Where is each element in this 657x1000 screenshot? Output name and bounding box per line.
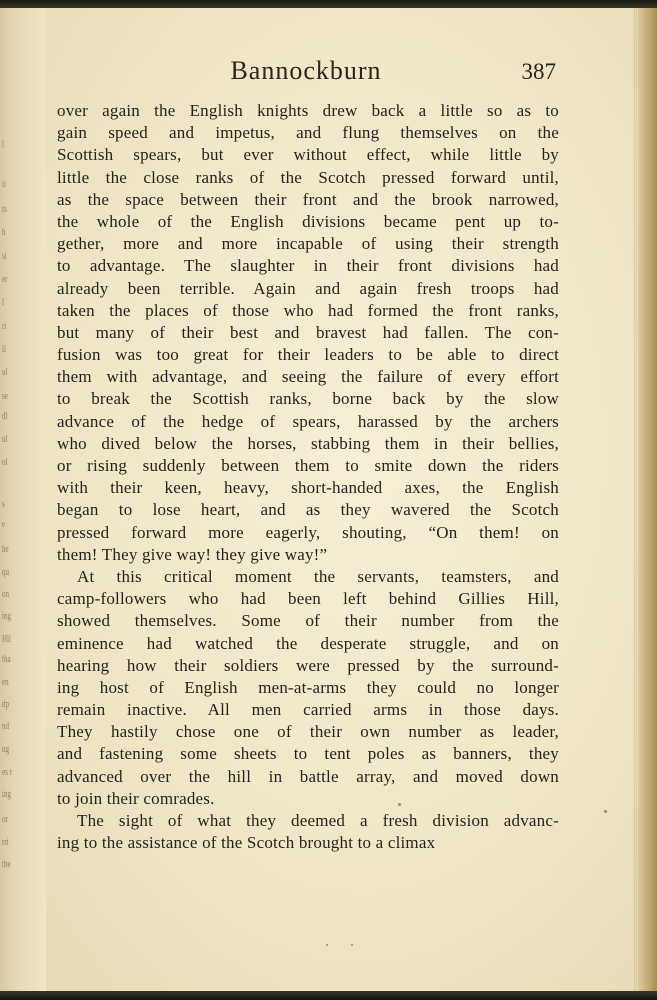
text-line: over again the English knights drew back a little so as to	[57, 101, 559, 120]
text-line: gether, more and more incapable of using their strength	[57, 234, 559, 254]
text-line: gain speed and impetus, and flung themselves on the	[57, 123, 559, 143]
facing-page-bleed-text: on	[2, 589, 9, 600]
text-line: hearing how their soldiers were pressed by the surround-	[57, 655, 559, 675]
facing-page-bleed-text: h	[2, 227, 6, 238]
facing-page-bleed-text: es r	[2, 767, 12, 778]
facing-page-bleed-text: ing	[2, 789, 11, 800]
facing-page-bleed-text: ts	[2, 204, 7, 215]
text-line: fusion was too great for their leaders to be able to direct	[57, 345, 559, 365]
facing-page-bleed-text: Hil	[2, 634, 11, 645]
facing-page-bleed-text: l	[2, 297, 4, 308]
text-line: ing host of English men-at-arms they could no longer	[57, 677, 559, 697]
book-spine-edge	[639, 0, 657, 1000]
text-line: them! They give way! they give way!”	[57, 544, 328, 564]
text-line: with their keen, heavy, short-handed axes, the English	[57, 478, 559, 498]
ink-speck	[351, 944, 353, 946]
page-header	[56, 56, 556, 88]
facing-page-bleed-text: he	[2, 544, 9, 555]
facing-page-bleed-text: l	[2, 139, 4, 150]
text-line: to advantage. The slaughter in their front divisions had	[57, 256, 559, 276]
text-line: eminence had watched the desperate struggle, and on	[57, 633, 559, 653]
facing-page-bleed-text: en	[2, 677, 9, 688]
text-line: who dived below the horses, stabbing them in their bellies,	[57, 433, 559, 453]
text-line: pressed forward more eagerly, shouting, “On them! on	[57, 522, 559, 542]
ink-speck	[326, 944, 328, 946]
facing-page-bleed-text: qu	[2, 567, 9, 578]
text-line: or rising suddenly between them to smite down the riders	[57, 456, 559, 475]
running-title: Bannockburn	[230, 56, 382, 85]
facing-page-bleed-text: dl	[2, 411, 8, 422]
ink-speck	[604, 810, 607, 813]
facing-page-bleed-text: ri	[2, 321, 7, 332]
text-line: to join their comrades.	[57, 788, 215, 808]
text-line: the whole of the English divisions became pent up to-	[57, 211, 559, 231]
text-line: already been terrible. Again and again fresh troops had	[57, 278, 559, 298]
facing-page-bleed-text: nd	[2, 721, 9, 732]
text-line: began to lose heart, and as they wavered the Scotch	[57, 500, 559, 520]
facing-page-bleed-text: ol	[2, 457, 8, 468]
text-line: showed themselves. Some of their number from the	[57, 611, 559, 631]
facing-page-bleed-text: the	[2, 859, 11, 870]
facing-page-bleed-text: s	[2, 499, 5, 510]
facing-page-bleed-text: il	[2, 344, 6, 355]
facing-page-bleed-text: dp	[2, 699, 9, 710]
facing-page-bleed-text: ing	[2, 611, 11, 622]
text-line: to break the Scottish ranks, borne back by the slow	[57, 389, 559, 409]
text-line: remain inactive. All men carried arms in those days.	[57, 700, 559, 720]
page-number: 387	[521, 59, 556, 84]
facing-page-bleed-text: or	[2, 814, 8, 825]
ink-speck	[398, 803, 401, 806]
text-line: and fastening some sheets to tent poles as banners, they	[57, 744, 559, 764]
binding-gutter	[0, 0, 46, 1000]
facing-page-bleed-text: se	[2, 391, 8, 402]
facing-page-bleed-text: ug	[2, 744, 9, 755]
text-line: ing to the assistance of the Scotch brought to a climax	[57, 833, 436, 853]
facing-page-bleed-text: rri	[2, 837, 9, 848]
facing-page-bleed-text: e	[2, 519, 6, 530]
text-line: camp-followers who had been left behind Gillies Hill,	[57, 589, 559, 609]
text-line: Scottish spears, but ever without effect, while little by	[57, 145, 559, 165]
text-line: At this critical moment the servants, teamsters, and	[77, 566, 559, 586]
text-line: taken the places of those who had formed the front ranks,	[57, 300, 559, 320]
text-line: little the close ranks of the Scotch pressed forward until,	[57, 167, 559, 187]
text-line: The sight of what they deemed a fresh division advanc-	[77, 811, 559, 830]
facing-page-bleed-text: tha	[2, 654, 11, 665]
facing-page-bleed-text: si	[2, 251, 7, 262]
facing-page-bleed-text: er	[2, 274, 8, 285]
text-line: advanced over the hill in battle array, and moved down	[57, 766, 559, 786]
facing-page-bleed-text: ul	[2, 367, 8, 378]
text-line: as the space between their front and the brook narrowed,	[57, 189, 559, 209]
bottom-page-edge	[0, 991, 657, 1000]
facing-page-bleed-text: ti	[2, 179, 6, 190]
top-page-edge	[0, 0, 657, 8]
text-line: advance of the hedge of spears, harassed by the archers	[57, 411, 559, 431]
text-line: They hastily chose one of their own number as leader,	[57, 722, 559, 742]
facing-page-bleed-text: ul	[2, 434, 8, 445]
text-line: them with advantage, and seeing the failure of every effort	[57, 367, 559, 387]
text-line: but many of their best and bravest had fallen. The con-	[57, 322, 559, 342]
body-text	[57, 100, 559, 854]
